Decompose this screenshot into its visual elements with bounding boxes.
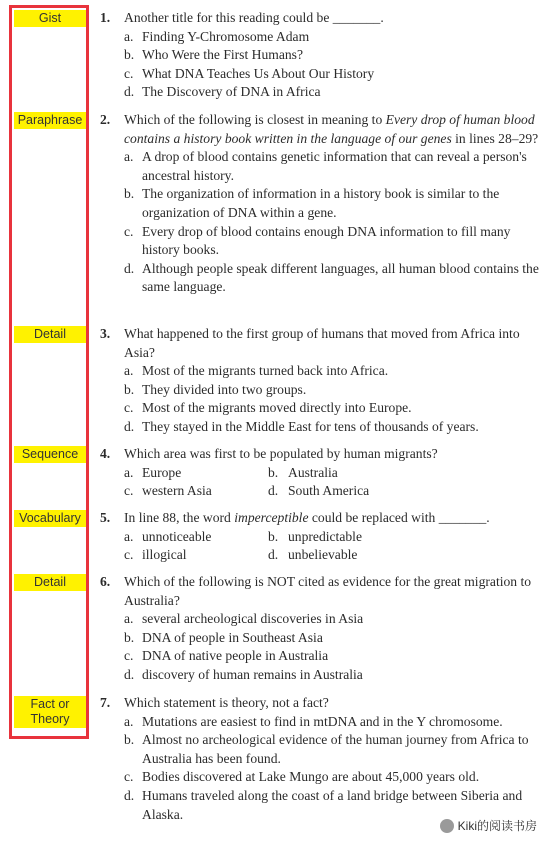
- option-text: Finding Y-Chromosome Adam: [142, 28, 310, 44]
- question-5: [100, 509, 540, 565]
- question-stem: Which statement is theory, not a fact?: [124, 695, 329, 710]
- option-text: several archeological discoveries in Asia: [142, 611, 364, 627]
- option-letter: a.: [124, 149, 134, 165]
- option-text: They stayed in the Middle East for tens of thousands of years.: [142, 418, 479, 434]
- question-number: 2.: [100, 112, 111, 127]
- tag-detail: Detail: [14, 326, 86, 343]
- option-text: DNA of native people in Australia: [142, 648, 329, 664]
- option-letter: c.: [124, 483, 134, 499]
- question-4: [100, 445, 540, 501]
- option-text: discovery of human remains in Australia: [142, 666, 363, 682]
- watermark-text: Kiki的阅读书房: [457, 819, 537, 833]
- option-letter: d.: [124, 84, 135, 100]
- option-letter: b.: [124, 629, 135, 645]
- question-3: [100, 325, 540, 437]
- option-letter: c.: [124, 65, 134, 81]
- question-number: 3.: [100, 326, 111, 341]
- tag-detail-2: Detail: [14, 574, 86, 591]
- option-text: Almost no archeological evidence of the human journey from Africa to Australia has been found.: [142, 732, 529, 766]
- wechat-icon: [440, 819, 454, 833]
- option-text: Bodies discovered at Lake Mungo are about 45,000 years old.: [142, 769, 480, 785]
- option-text: Every drop of blood contains enough DNA information to fill many history books.: [142, 223, 511, 258]
- option-text: unpredictable: [288, 528, 362, 544]
- question-stem-end: could be replaced with _______.: [308, 510, 490, 525]
- option-letter: b.: [124, 186, 135, 202]
- question-number: 1.: [100, 10, 111, 25]
- option-letter: a.: [124, 363, 134, 379]
- option-letter: d.: [124, 260, 135, 276]
- tag-vocabulary: Vocabulary: [14, 510, 86, 527]
- question-7: [100, 694, 540, 824]
- option-text: Europe: [142, 464, 182, 480]
- option-letter: a.: [124, 28, 134, 44]
- tag-paraphrase: Paraphrase: [14, 112, 86, 129]
- tag-fact-or-line: Fact or: [30, 697, 70, 711]
- question-2: [100, 111, 540, 297]
- option-text: Most of the migrants turned back into Africa.: [142, 363, 389, 379]
- question-number: 4.: [100, 446, 111, 461]
- option-text: South America: [288, 483, 370, 499]
- option-letter: b.: [268, 464, 279, 480]
- option-letter: b.: [124, 732, 135, 748]
- question-1: [100, 9, 540, 102]
- option-letter: a.: [124, 611, 134, 627]
- tag-gist: Gist: [14, 10, 86, 27]
- option-letter: a.: [124, 713, 134, 729]
- question-number: 6.: [100, 574, 111, 589]
- question-stem: What happened to the first group of humans that moved from Africa into Asia?: [124, 326, 520, 360]
- question-stem: Which area was first to be populated by human migrants?: [124, 446, 438, 461]
- option-text: western Asia: [142, 483, 212, 499]
- question-stem: In line 88, the word: [124, 510, 235, 525]
- option-letter: a.: [124, 464, 134, 480]
- question-6: [100, 573, 540, 685]
- quoted-phrase: Every drop of human blood contains a history book written in the language of our genes: [124, 112, 535, 146]
- option-text: Mutations are easiest to find in mtDNA and in the Y chromosome.: [142, 713, 503, 729]
- option-text: The Discovery of DNA in Africa: [142, 84, 321, 100]
- option-text: Although people speak different languages, all human blood contains the same language.: [142, 260, 539, 295]
- question-number: 5.: [100, 510, 111, 525]
- option-letter: d.: [124, 787, 135, 803]
- tag-theory-line: Theory: [30, 712, 70, 726]
- question-stem: Which of the following is closest in meaning to: [124, 112, 386, 127]
- option-letter: d.: [268, 547, 279, 563]
- option-text: A drop of blood contains genetic information that can reveal a person's ancestral history.: [142, 149, 527, 183]
- option-letter: c.: [124, 547, 134, 563]
- question-stem-end: in lines 28–29?: [451, 130, 539, 146]
- question-number: 7.: [100, 695, 111, 710]
- option-text: They divided into two groups.: [142, 381, 307, 397]
- option-text: unbelievable: [288, 547, 358, 563]
- question-stem: Which of the following is NOT cited as evidence for the great migration to Australia?: [124, 574, 532, 608]
- option-text: Australia: [288, 464, 338, 480]
- option-text: DNA of people in Southeast Asia: [142, 629, 323, 645]
- option-letter: d.: [124, 418, 135, 434]
- option-letter: c.: [124, 223, 134, 239]
- vocabulary-word: imperceptible: [234, 510, 309, 525]
- option-letter: b.: [268, 528, 279, 544]
- watermark: [440, 817, 537, 834]
- tag-sequence: Sequence: [14, 446, 86, 463]
- option-text: The organization of information in a history book is similar to the organization of DNA within a gene.: [142, 186, 500, 220]
- tag-fact-or-theory: [14, 696, 86, 728]
- option-text: Who Were the First Humans?: [142, 47, 303, 63]
- option-letter: b.: [124, 47, 135, 63]
- option-letter: d.: [268, 483, 279, 499]
- option-letter: c.: [124, 769, 134, 785]
- option-letter: d.: [124, 666, 135, 682]
- option-letter: a.: [124, 528, 134, 544]
- option-text: What DNA Teaches Us About Our History: [142, 65, 375, 81]
- option-letter: c.: [124, 400, 134, 416]
- option-text: unnoticeable: [142, 528, 212, 544]
- question-stem: Another title for this reading could be _______.: [124, 10, 384, 25]
- option-letter: c.: [124, 648, 134, 664]
- option-text: Most of the migrants moved directly into Europe.: [142, 400, 412, 416]
- option-text: illogical: [142, 547, 187, 563]
- option-letter: b.: [124, 381, 135, 397]
- option-text: Humans traveled along the coast of a land bridge between Siberia and Alaska.: [142, 787, 523, 822]
